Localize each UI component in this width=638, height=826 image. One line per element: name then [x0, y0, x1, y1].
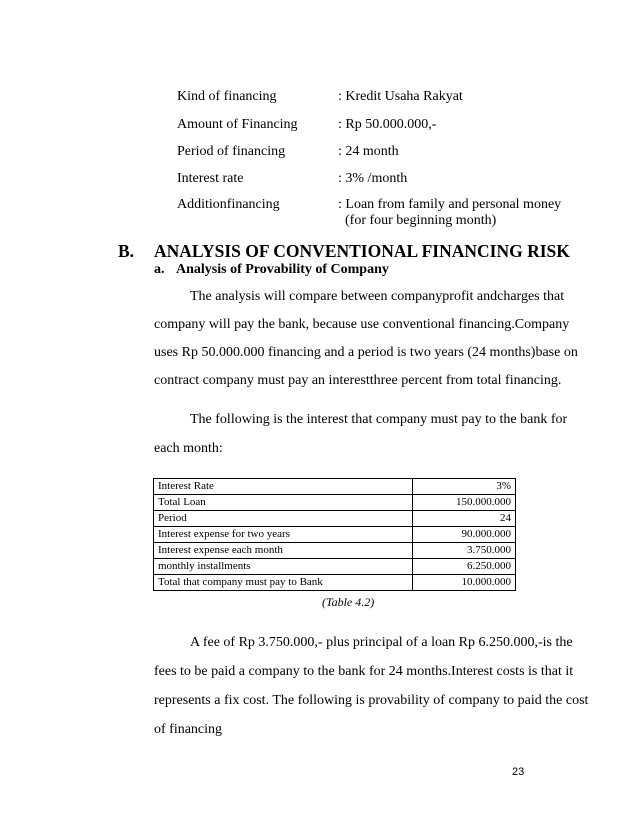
- table-row: [154, 511, 516, 527]
- paragraph-line: fees to be paid a company to the bank for 24 months.Interest costs is that it: [154, 664, 574, 679]
- section-title: ANALYSIS OF CONVENTIONAL FINANCING RISK: [154, 241, 570, 261]
- table-cell-label: Total Loan: [154, 495, 413, 511]
- paragraph-line: A fee of Rp 3.750.000,- plus principal of a loan Rp 6.250.000,-is the: [190, 635, 573, 650]
- paragraph-line: The following is the interest that company must pay to the bank for: [190, 412, 568, 427]
- financing-value-period: : 24 month: [338, 144, 399, 159]
- subsection-letter: a.: [154, 262, 165, 277]
- paragraph-line: of financing: [154, 722, 223, 737]
- table-row: [154, 543, 516, 559]
- table-cell-value: 3%: [413, 479, 516, 495]
- page-number: 23: [512, 766, 525, 778]
- table-row: [154, 479, 516, 495]
- subsection-title: Analysis of Provability of Company: [176, 262, 389, 277]
- table-cell-value: 90.000.000: [413, 527, 516, 543]
- table-cell-label: monthly installments: [154, 559, 413, 575]
- interest-table: [153, 478, 516, 591]
- financing-value-amount: : Rp 50.000.000,-: [338, 117, 437, 132]
- financing-value-kind: : Kredit Usaha Rakyat: [338, 89, 463, 104]
- financing-value-addition: : Loan from family and personal money: [338, 197, 562, 212]
- table-cell-value: 6.250.000: [413, 559, 516, 575]
- paragraph-line: contract company must pay an interestthree percent from total financing.: [154, 373, 562, 388]
- table-cell-label: Total that company must pay to Bank: [154, 575, 413, 591]
- paragraph-line: The analysis will compare between companyprofit andcharges that: [190, 289, 565, 304]
- table-cell-value: 150.000.000: [413, 495, 516, 511]
- table-cell-label: Period: [154, 511, 413, 527]
- financing-value-interest: : 3% /month: [338, 171, 408, 186]
- financing-label-period: Period of financing: [177, 144, 286, 159]
- table-cell-label: Interest expense each month: [154, 543, 413, 559]
- table-row: [154, 527, 516, 543]
- table-cell-value: 24: [413, 511, 516, 527]
- paragraph-line: company will pay the bank, because use conventional financing.Company: [154, 317, 570, 332]
- financing-label-addition: Additionfinancing: [177, 197, 280, 212]
- table-row: [154, 575, 516, 591]
- financing-label-kind: Kind of financing: [177, 89, 277, 104]
- table-caption: (Table 4.2): [322, 595, 375, 609]
- paragraph-line: uses Rp 50.000.000 financing and a period is two years (24 months)base on: [154, 345, 578, 360]
- table-row: [154, 559, 516, 575]
- section-letter: B.: [118, 241, 135, 261]
- table-row: [154, 495, 516, 511]
- financing-label-interest: Interest rate: [177, 171, 244, 186]
- financing-label-amount: Amount of Financing: [177, 117, 298, 132]
- table-cell-label: Interest Rate: [154, 479, 413, 495]
- table-cell-value: 10.000.000: [413, 575, 516, 591]
- table-cell-label: Interest expense for two years: [154, 527, 413, 543]
- financing-value-addition-note: (for four beginning month): [345, 213, 497, 228]
- table-cell-value: 3.750.000: [413, 543, 516, 559]
- paragraph-line: represents a fix cost. The following is provability of company to paid the cost: [154, 693, 589, 708]
- paragraph-line: each month:: [154, 441, 223, 456]
